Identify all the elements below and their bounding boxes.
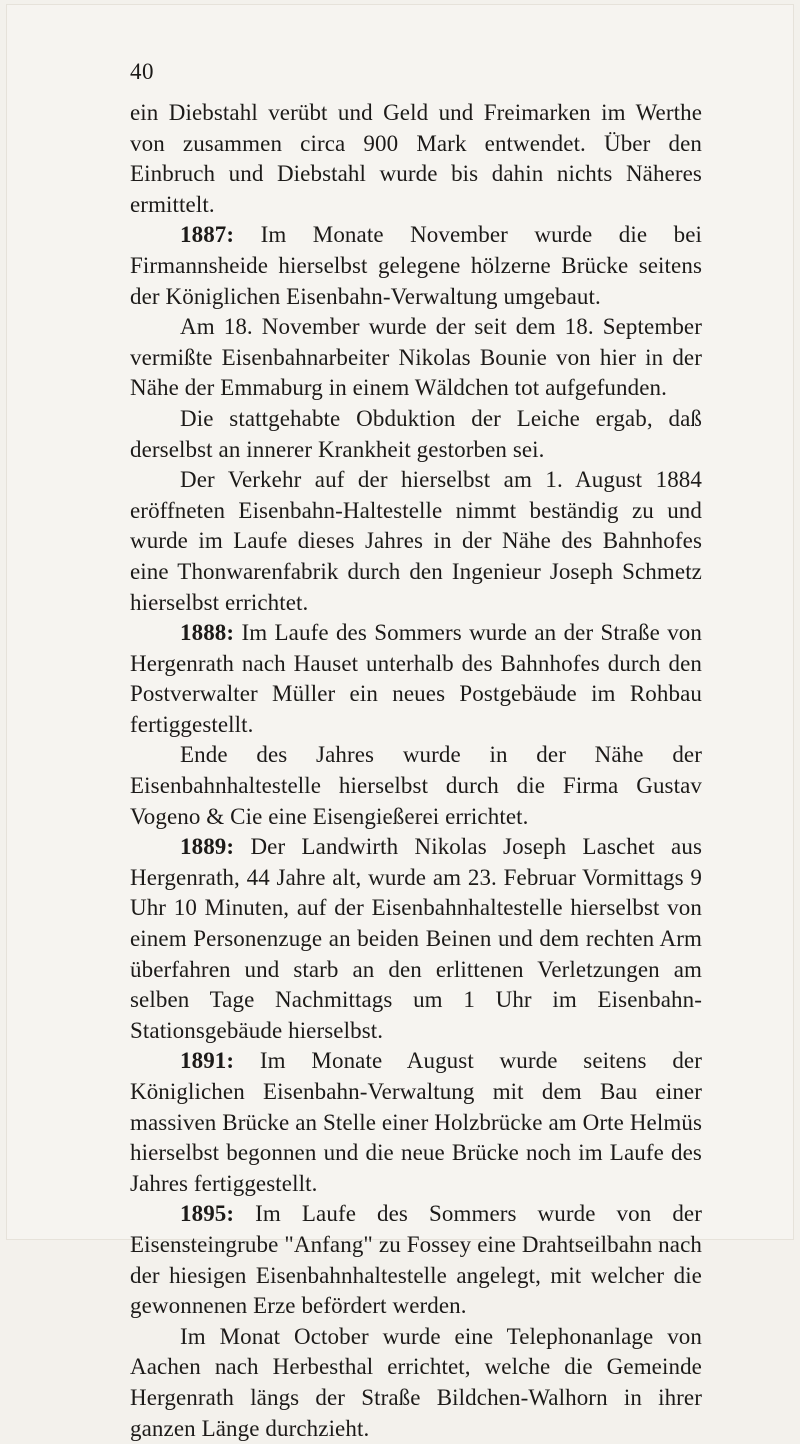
year-heading: 1895: (180, 1201, 235, 1227)
paragraph-10 (130, 1199, 702, 1321)
paragraph-4 (130, 404, 702, 465)
year-heading: 1891: (180, 1048, 235, 1074)
paragraph-text: Im Laufe des Sommers wurde an der Straße von Hergenrath nach Hauset unterhalb des Bahnhofes durch den Postverwalter Müller ein neues Postgebäude im Rohbau fertiggestellt. (130, 620, 702, 737)
page-body (130, 98, 702, 1444)
year-heading: 1889: (180, 834, 235, 860)
paragraph-text: Im Laufe des Sommers wurde von der Eisensteingrube "Anfang" zu Fossey eine Drahtseilbahn nach der hiesigen Eisenbahnhaltestelle angelegt, mit welcher die gewonnenen Erze befördert werden. (130, 1201, 702, 1319)
book-page (6, 4, 794, 1441)
year-heading: 1887: (180, 222, 235, 248)
year-heading: 1888: (180, 620, 235, 646)
paragraph-text: Die stattgehabte Obduktion der Leiche ergab, daß derselbst an innerer Krankheit gestorben sei. (130, 405, 702, 462)
paragraph-2 (130, 220, 702, 312)
paragraph-text: ein Diebstahl verübt und Geld und Freimarken im Werthe von zusammen circa 900 Mark entwendet. Über den Einbruch und Diebstahl wurde bis dahin nichts Näheres ermittelt. (130, 100, 702, 217)
paragraph-7 (130, 740, 702, 832)
paragraph-text: Ende des Jahres wurde in der Nähe der Eisenbahnhaltestelle hierselbst durch die Firma Gustav Vogeno & Cie eine Eisengießerei errichtet. (130, 742, 702, 829)
paragraph-11 (130, 1322, 702, 1444)
paragraph-text: Im Monat October wurde eine Telephonanlage von Aachen nach Herbesthal errichtet, welche die Gemeinde Hergenrath längs der Straße Bildchen-Walhorn in ihrer ganzen Länge durchzieht. (130, 1323, 702, 1441)
paragraph-text: Der Landwirth Nikolas Joseph Laschet aus Hergenrath, 44 Jahre alt, wurde am 23. Februar Vormittags 9 Uhr 10 Minuten, auf der Eisenbahnhaltestelle hierselbst von einem Personenzuge an beiden Beinen und dem rechten Arm überfahren und starb an den erlittenen Verletzungen am selben Tage Nachmittags um 1 Uhr im Eisenbahn-Stationsgebäude hierselbst. (130, 834, 702, 1043)
paragraph-6 (130, 618, 702, 740)
paragraph-text: Am 18. November wurde der seit dem 18. September vermißte Eisenbahnarbeiter Nikolas Bounie von hier in der Nähe der Emmaburg in einem Wäldchen tot aufgefunden. (130, 314, 702, 401)
paragraph-3 (130, 312, 702, 404)
paragraph-text: Im Monate August wurde seitens der Königlichen Eisenbahn-Verwaltung mit dem Bau einer massiven Brücke an Stelle einer Holzbrücke am Orte Helmüs hierselbst begonnen und die neue Brücke noch im Laufe des Jahres fertiggestellt. (130, 1048, 702, 1196)
paragraph-5 (130, 465, 702, 618)
page-number: 40 (130, 59, 154, 84)
paragraph-text: Im Monate November wurde die bei Firmannsheide hierselbst gelegene hölzerne Brücke seitens der Königlichen Eisenbahn-Verwaltung umgebaut. (130, 222, 702, 309)
paragraph-9 (130, 1046, 702, 1199)
paragraph-text: Der Verkehr auf der hierselbst am 1. August 1884 eröffneten Eisenbahn-Haltestelle nimmt beständig zu und wurde im Laufe dieses Jahres in der Nähe des Bahnhofes eine Thonwarenfabrik durch den Ingenieur Joseph Schmetz hierselbst errichtet. (130, 467, 702, 615)
paragraph-8 (130, 832, 702, 1046)
paragraph-1 (130, 98, 702, 220)
